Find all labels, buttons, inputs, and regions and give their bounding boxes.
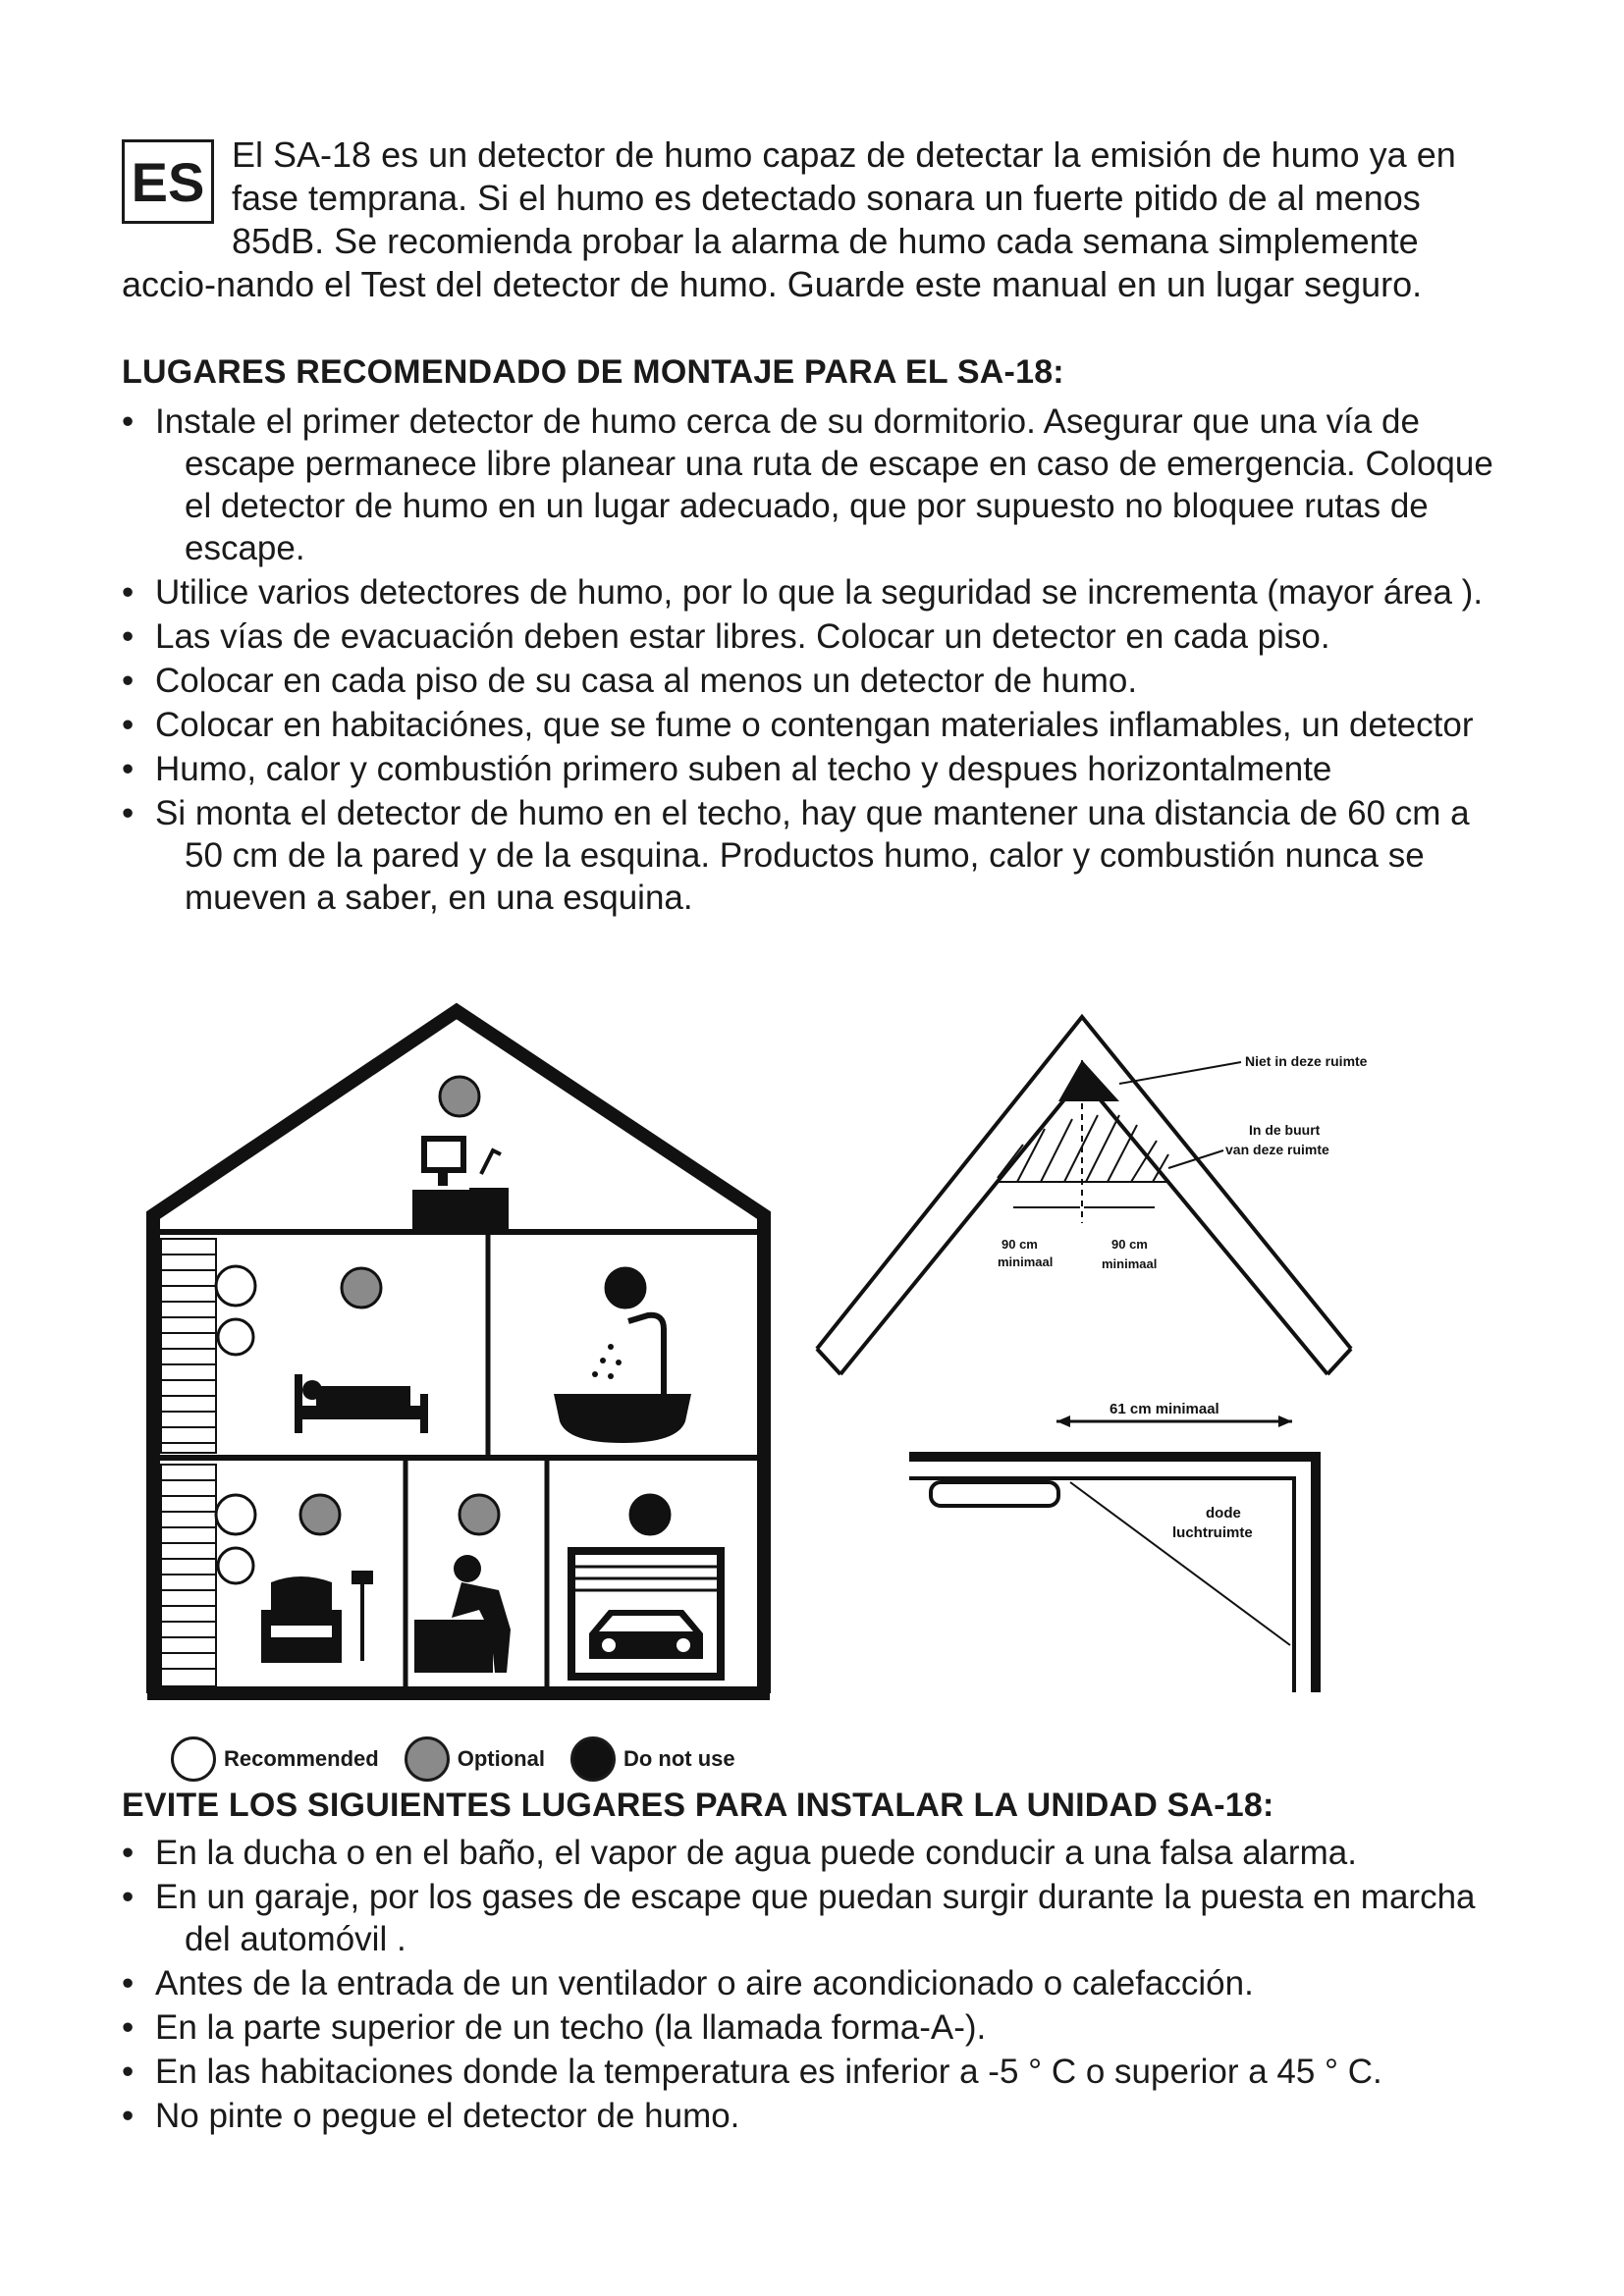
cook-icon xyxy=(414,1555,511,1673)
avoid-list xyxy=(122,1832,1516,2139)
wall-dim-label: 61 cm minimaal xyxy=(1110,1401,1219,1417)
list-item: • En un garaje, por los gases de escape que puedan surgir durante la puesta en marcha del automóvil . xyxy=(122,1876,1516,1960)
desk-icon xyxy=(412,1139,509,1231)
dead-air-label-1: dode xyxy=(1206,1505,1241,1522)
list-item: • En las habitaciones donde la temperatura es inferior a -5 ° C o superior a 45 ° C. xyxy=(122,2051,1516,2093)
roof-label-near-1: In de buurt xyxy=(1249,1122,1321,1138)
list-item: • Colocar en cada piso de su casa al menos un detector de humo. xyxy=(122,660,1516,702)
avoid-heading: EVITE LOS SIGUIENTES LUGARES PARA INSTALAR LA UNIDAD SA-18: xyxy=(122,1787,1274,1824)
dim-left-2: minimaal xyxy=(998,1255,1054,1269)
intro-text: El SA-18 es un detector de humo capaz de detectar la emisión de humo ya en fase temprana. Si el humo es detectado sonara un fuerte pitido de al menos 85dB. Se recomienda probar la alarma de humo cada semana simplemente accio-nando el Test del detector de humo. Guarde este manual en un lugar seguro. xyxy=(122,134,1456,304)
list-item: • Antes de la entrada de un ventilador o aire acondicionado o calefacción. xyxy=(122,1962,1516,2004)
legend-label: Optional xyxy=(457,1746,545,1771)
legend-label: Do not use xyxy=(623,1746,735,1771)
staircase-upper xyxy=(161,1239,216,1453)
detector-garage-donotuse xyxy=(630,1495,670,1534)
detector-stair-upper-recommended xyxy=(216,1266,255,1306)
dim-right-2: minimaal xyxy=(1102,1256,1158,1271)
detector-kitchen-optional xyxy=(460,1495,499,1534)
exit-sign-icon xyxy=(218,1319,253,1355)
legend-item-optional xyxy=(405,1736,545,1782)
legend-label: Recommended xyxy=(224,1746,379,1771)
roof-label-top: Niet in deze ruimte xyxy=(1245,1053,1368,1069)
detector-stair-lower-recommended xyxy=(216,1495,255,1534)
detector-bedroom-optional xyxy=(342,1268,381,1308)
roof-label-near-2: van deze ruimte xyxy=(1225,1142,1329,1157)
list-item: • Si monta el detector de humo en el techo, hay que mantener una distancia de 60 cm a 50 cm de la pared y de la esquina. Productos humo, calor y combustión nunca se mueven a saber, en una esquina. xyxy=(122,792,1516,919)
list-item: • Las vías de evacuación deben estar libres. Colocar un detector en cada piso. xyxy=(122,615,1516,658)
staircase-lower xyxy=(161,1465,216,1686)
recommended-dot-icon xyxy=(171,1736,216,1782)
detector-bathroom-donotuse xyxy=(606,1268,645,1308)
list-item: • No pinte o pegue el detector de humo. xyxy=(122,2095,1516,2137)
list-item: • En la parte superior de un techo (la llamada forma-A-). xyxy=(122,2006,1516,2049)
optional-dot-icon xyxy=(405,1736,450,1782)
language-badge: ES xyxy=(122,139,214,224)
dead-air-label-2: luchtruimte xyxy=(1172,1524,1253,1541)
legend-item-do-not-use xyxy=(570,1736,735,1782)
bed-icon xyxy=(295,1374,428,1433)
dim-left-1: 90 cm xyxy=(1001,1237,1038,1252)
garage-car-icon xyxy=(571,1551,721,1677)
list-item: • En la ducha o en el baño, el vapor de agua puede conducir a una falsa alarma. xyxy=(122,1832,1516,1874)
exit-sign-icon xyxy=(218,1548,253,1583)
list-item: • Colocar en habitaciónes, que se fume o contengan materiales inflamables, un detector xyxy=(122,704,1516,746)
roof-section-diagram xyxy=(817,1017,1368,1374)
detector-legend xyxy=(171,1730,761,1789)
recommended-heading: LUGARES RECOMENDADO DE MONTAJE PARA EL SA-18: xyxy=(122,353,1064,391)
detector-attic-optional xyxy=(440,1077,479,1116)
detector-livingroom-optional xyxy=(300,1495,340,1534)
dim-right-1: 90 cm xyxy=(1111,1237,1148,1252)
armchair-icon xyxy=(261,1571,373,1663)
wall-ceiling-diagram xyxy=(909,1401,1316,1692)
legend-item-recommended xyxy=(171,1736,379,1782)
list-item: • Utilice varios detectores de humo, por lo que la seguridad se incrementa (mayor área ). xyxy=(122,571,1516,614)
bathtub-icon xyxy=(554,1315,691,1443)
list-item: • Instale el primer detector de humo cerca de su dormitorio. Asegurar que una vía de escape permanece libre planear una ruta de escape en caso de emergencia. Coloque el detector de humo en un lugar adecuado, que por supuesto no bloquee rutas de escape. xyxy=(122,400,1516,569)
do-not-use-dot-icon xyxy=(570,1736,616,1782)
list-item: • Humo, calor y combustión primero suben al techo y despues horizontalmente xyxy=(122,748,1516,790)
